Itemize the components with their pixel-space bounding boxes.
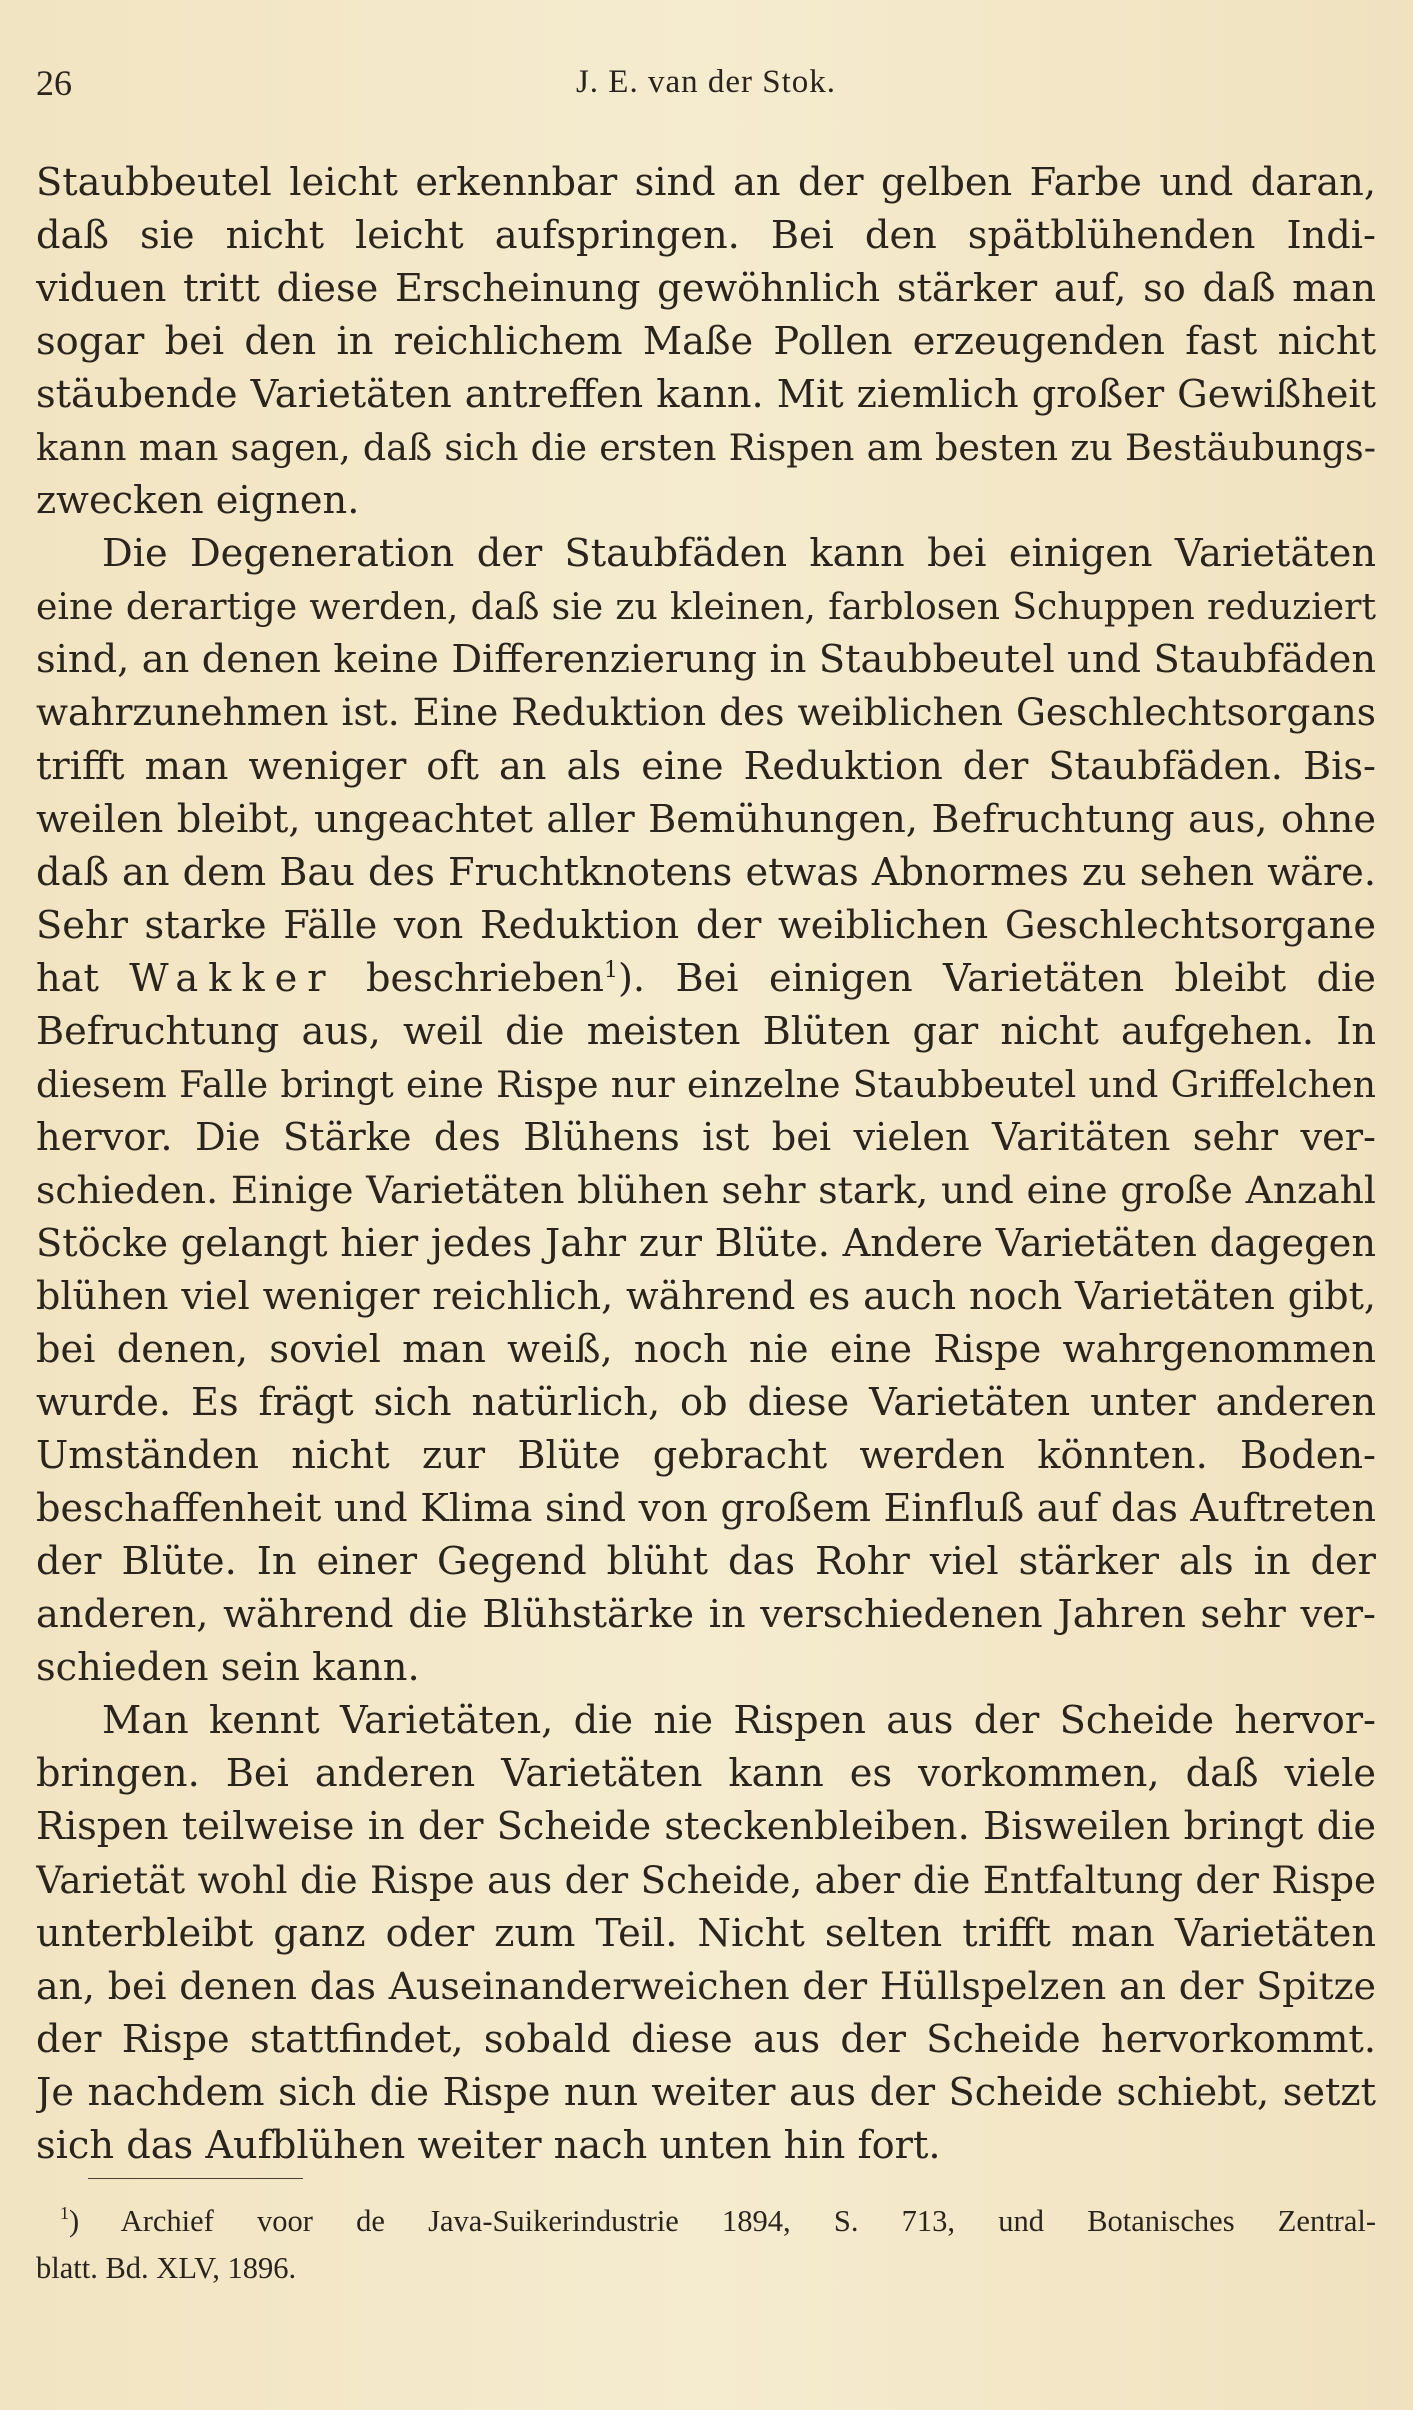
text-line: blühen viel weniger reichlich, während es auch noch Varietäten gibt, (36, 1273, 1376, 1318)
body-text (36, 156, 1376, 2172)
text-line: hervor. Die Stärke des Blühens ist bei vielen Varitäten sehr ver- (36, 1114, 1376, 1160)
text-line: bei denen, soviel man weiß, noch nie eine Rispe wahrgenommen (36, 1327, 1376, 1373)
paragraph-1 (36, 156, 1376, 527)
footnote-line (36, 2198, 1376, 2245)
paragraph-3 (36, 1694, 1376, 2171)
text-line: daß sie nicht leicht aufspringen. Bei den spätblühenden Indi- (36, 213, 1376, 259)
text-line: der Rispe stattfindet, sobald diese aus der Scheide hervorkommt. (36, 2016, 1376, 2062)
text-line: Je nachdem sich die Rispe nun weiter aus der Scheide schiebt, setzt (36, 2069, 1376, 2115)
text-line: unterbleibt ganz oder zum Teil. Nicht selten trifft man Varietäten (36, 1910, 1376, 1956)
paragraph-2 (36, 527, 1376, 1694)
page-number: 26 (36, 63, 72, 103)
footnote-text: ) Archief voor de Java-Suikerindustrie 1894, S. 713, und Botanisches Zentral- (69, 2204, 1376, 2238)
text-line: stäubende Varietäten antreffen kann. Mit ziemlich großer Gewißheit (36, 372, 1376, 418)
text-line: anderen, während die Blühstärke in verschiedenen Jahren sehr ver- (36, 1592, 1376, 1638)
text-line: wurde. Es frägt sich natürlich, ob diese Varietäten unter anderen (36, 1380, 1376, 1426)
text-line: Stöcke gelangt hier jedes Jahr zur Blüte. Andere Varietäten dagegen (36, 1220, 1376, 1266)
text-line: sogar bei den in reichlichem Maße Pollen erzeugenden fast nicht (36, 319, 1376, 365)
text-line: weilen bleibt, ungeachtet aller Bemühungen, Befruchtung aus, ohne (36, 796, 1376, 842)
text-line: Die Degeneration der Staubfäden kann bei einigen Varietäten (102, 531, 1376, 577)
text-line: eine derartige werden, daß sie zu kleinen, farblosen Schuppen reduziert (36, 585, 1376, 629)
text-line: sich das Aufblühen weiter nach unten hin fort. (36, 2122, 941, 2168)
text-line: sind, an denen keine Differenzierung in Staubbeutel und Staubfäden (36, 637, 1376, 683)
running-head: J. E. van der Stok. (575, 64, 837, 100)
text-line: Varietät wohl die Rispe aus der Scheide, aber die Entfaltung der Rispe (36, 1858, 1376, 1902)
footnote-ref[interactable]: 1 (603, 957, 618, 983)
text-line: Umständen nicht zur Blüte gebracht werden könnten. Boden- (36, 1433, 1376, 1479)
text-line: trifft man weniger oft an als eine Reduktion der Staubfäden. Bis- (36, 743, 1376, 789)
text-line: zwecken eignen. (36, 478, 360, 524)
text-line: Sehr starke Fälle von Reduktion der weiblichen Geschlechtsorgane (36, 902, 1376, 948)
footnote-marker: 1 (60, 2203, 69, 2223)
text-line: der Blüte. In einer Gegend blüht das Rohr viel stärker als in der (36, 1539, 1376, 1585)
text-line: daß an dem Bau des Fruchtknotens etwas Abnormes zu sehen wäre. (36, 849, 1376, 895)
book-page (36, 0, 1376, 2410)
text-line: diesem Falle bringt eine Rispe nur einzelne Staubbeutel und Griffelchen (36, 1062, 1376, 1106)
footnote-divider (88, 2178, 303, 2179)
text-line: Staubbeutel leicht erkennbar sind an der gelben Farbe und daran, (36, 160, 1376, 205)
text-line: wahrzunehmen ist. Eine Reduktion des weiblichen Geschlechtsorgans (36, 690, 1376, 735)
text-line: an, bei denen das Auseinanderweichen der Hüllspelzen an der Spitze (36, 1963, 1376, 2008)
text-line: kann man sagen, daß sich die ersten Rispen am besten zu Bestäubungs- (36, 426, 1376, 470)
text-line: schieden. Einige Varietäten blühen sehr stark, und eine große Anzahl (36, 1167, 1376, 1212)
text-line-with-footnote-ref (36, 952, 1376, 1005)
text-line: viduen tritt diese Erscheinung gewöhnlich stärker auf, so daß man (36, 266, 1376, 312)
page-header (36, 62, 1376, 112)
text-line: Befruchtung aus, weil die meisten Blüten gar nicht aufgehen. In (36, 1008, 1376, 1054)
author-name-spaced: Wakker (129, 955, 336, 1001)
text-fragment: beschrieben (365, 955, 604, 1001)
text-line: Man kennt Varietäten, die nie Rispen aus der Scheide hervor- (102, 1698, 1376, 1744)
text-line: beschaffenheit und Klima sind von großem Einfluß auf das Auftreten (36, 1486, 1376, 1532)
text-line: bringen. Bei anderen Varietäten kann es vorkommen, daß viele (36, 1751, 1376, 1797)
text-fragment: hat (36, 955, 99, 1001)
text-fragment: ). Bei einigen Varietäten bleibt die (617, 955, 1376, 1001)
footnote (36, 2198, 1376, 2292)
footnote-line: blatt. Bd. XLV, 1896. (36, 2251, 297, 2285)
text-line: Rispen teilweise in der Scheide steckenbleiben. Bisweilen bringt die (36, 1804, 1376, 1850)
text-line: schieden sein kann. (36, 1645, 420, 1691)
